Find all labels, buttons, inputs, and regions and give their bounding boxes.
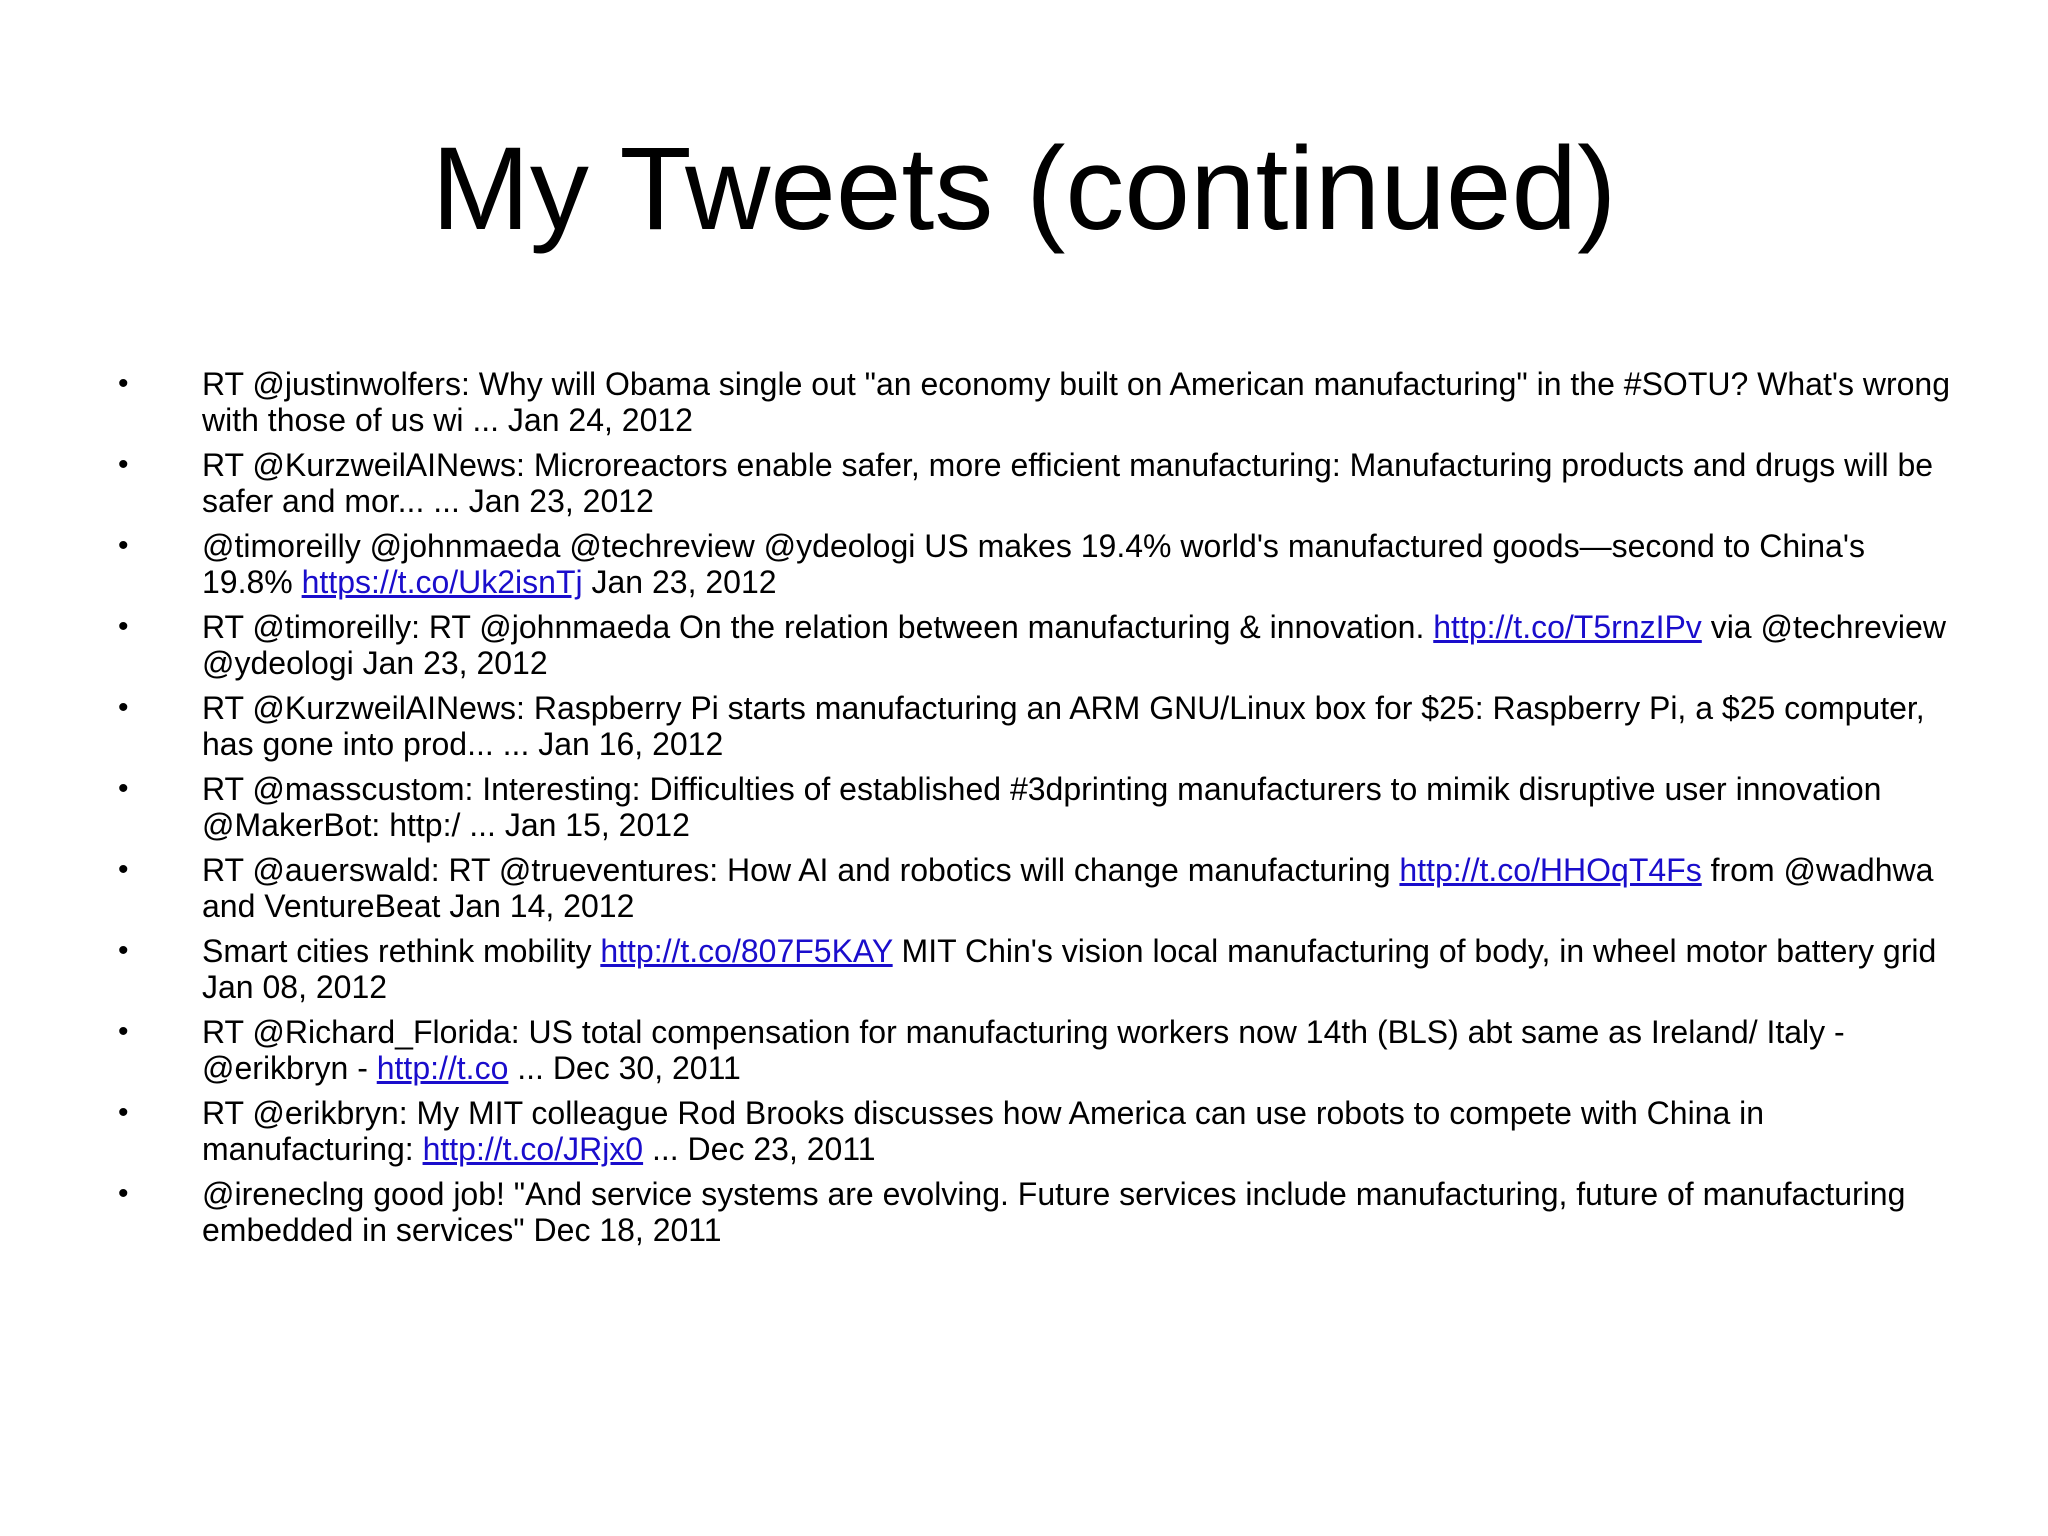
tweet-item [118, 1176, 1958, 1248]
tweet-text: Smart cities rethink mobility [202, 933, 601, 969]
tweet-text: RT @KurzweilAINews: Raspberry Pi starts manufacturing an ARM GNU/Linux box for $25: Raspberry Pi, a $25 computer, has gone into prod... ... Jan 16, 2012 [202, 690, 1925, 762]
tweet-link[interactable]: http://t.co/T5rnzIPv [1433, 609, 1702, 645]
tweet-text-after: ... Dec 23, 2011 [643, 1131, 876, 1167]
tweet-item [118, 1014, 1958, 1086]
tweet-item [118, 447, 1958, 519]
tweet-text-after: Jan 23, 2012 [582, 564, 777, 600]
tweet-item [118, 933, 1958, 1005]
tweet-link[interactable]: http://t.co/HHOqT4Fs [1399, 852, 1702, 888]
tweet-text-after: ... Dec 30, 2011 [508, 1050, 741, 1086]
tweet-text-after: via @techreview @ydeologi Jan 23, 2012 [202, 609, 1946, 681]
bullet-icon: • [118, 448, 129, 481]
tweet-text: @ireneclng good job! "And service systems are evolving. Future services include manufacturing, future of manufacturing embedded in services" Dec 18, 2011 [202, 1176, 1906, 1248]
bullet-icon: • [118, 367, 129, 400]
tweet-link[interactable]: http://t.co [376, 1050, 509, 1086]
tweet-list [118, 366, 1958, 1257]
tweet-text: @timoreilly @johnmaeda @techreview @ydeologi US makes 19.4% world's manufactured goods—second to China's 19.8% [202, 528, 1865, 600]
tweet-item [118, 1095, 1958, 1167]
tweet-item [118, 609, 1958, 681]
tweet-text-after: from @wadhwa and VentureBeat Jan 14, 2012 [202, 852, 1934, 924]
bullet-icon: • [118, 610, 129, 643]
tweet-text: RT @masscustom: Interesting: Difficulties of established #3dprinting manufacturers to mimik disruptive user innovation @MakerBot: http:/ ... Jan 15, 2012 [202, 771, 1882, 843]
tweet-text: RT @timoreilly: RT @johnmaeda On the relation between manufacturing & innovation. [202, 609, 1434, 645]
bullet-icon: • [118, 1177, 129, 1210]
tweet-item [118, 852, 1958, 924]
tweet-text: RT @KurzweilAINews: Microreactors enable safer, more efficient manufacturing: Manufacturing products and drugs will be safer and mor... ... Jan 23, 2012 [202, 447, 1934, 519]
bullet-icon: • [118, 772, 129, 805]
bullet-icon: • [118, 853, 129, 886]
tweet-item [118, 366, 1958, 438]
bullet-icon: • [118, 1096, 129, 1129]
tweet-item [118, 528, 1958, 600]
tweet-link[interactable]: https://t.co/Uk2isnTj [301, 564, 583, 600]
tweet-text-after: MIT Chin's vision local manufacturing of body, in wheel motor battery grid Jan 08, 2012 [202, 933, 1937, 1005]
bullet-icon: • [118, 934, 129, 967]
tweet-text: RT @erikbryn: My MIT colleague Rod Brooks discusses how America can use robots to compete with China in manufacturing: [202, 1095, 1765, 1167]
tweet-text: RT @justinwolfers: Why will Obama single out "an economy built on American manufacturing" in the #SOTU? What's wrong with those of us wi ... Jan 24, 2012 [202, 366, 1950, 438]
tweet-link[interactable]: http://t.co/JRjx0 [422, 1131, 644, 1167]
bullet-icon: • [118, 529, 129, 562]
slide-title: My Tweets (continued) [431, 123, 1617, 255]
tweet-link[interactable]: http://t.co/807F5KAY [600, 933, 893, 969]
tweet-item [118, 690, 1958, 762]
bullet-icon: • [118, 1015, 129, 1048]
tweet-text: RT @auerswald: RT @trueventures: How AI and robotics will change manufacturing [202, 852, 1400, 888]
bullet-icon: • [118, 691, 129, 724]
tweet-text: RT @Richard_Florida: US total compensation for manufacturing workers now 14th (BLS) abt same as Ireland/ Italy - @erikbryn - [202, 1014, 1845, 1086]
tweet-item [118, 771, 1958, 843]
